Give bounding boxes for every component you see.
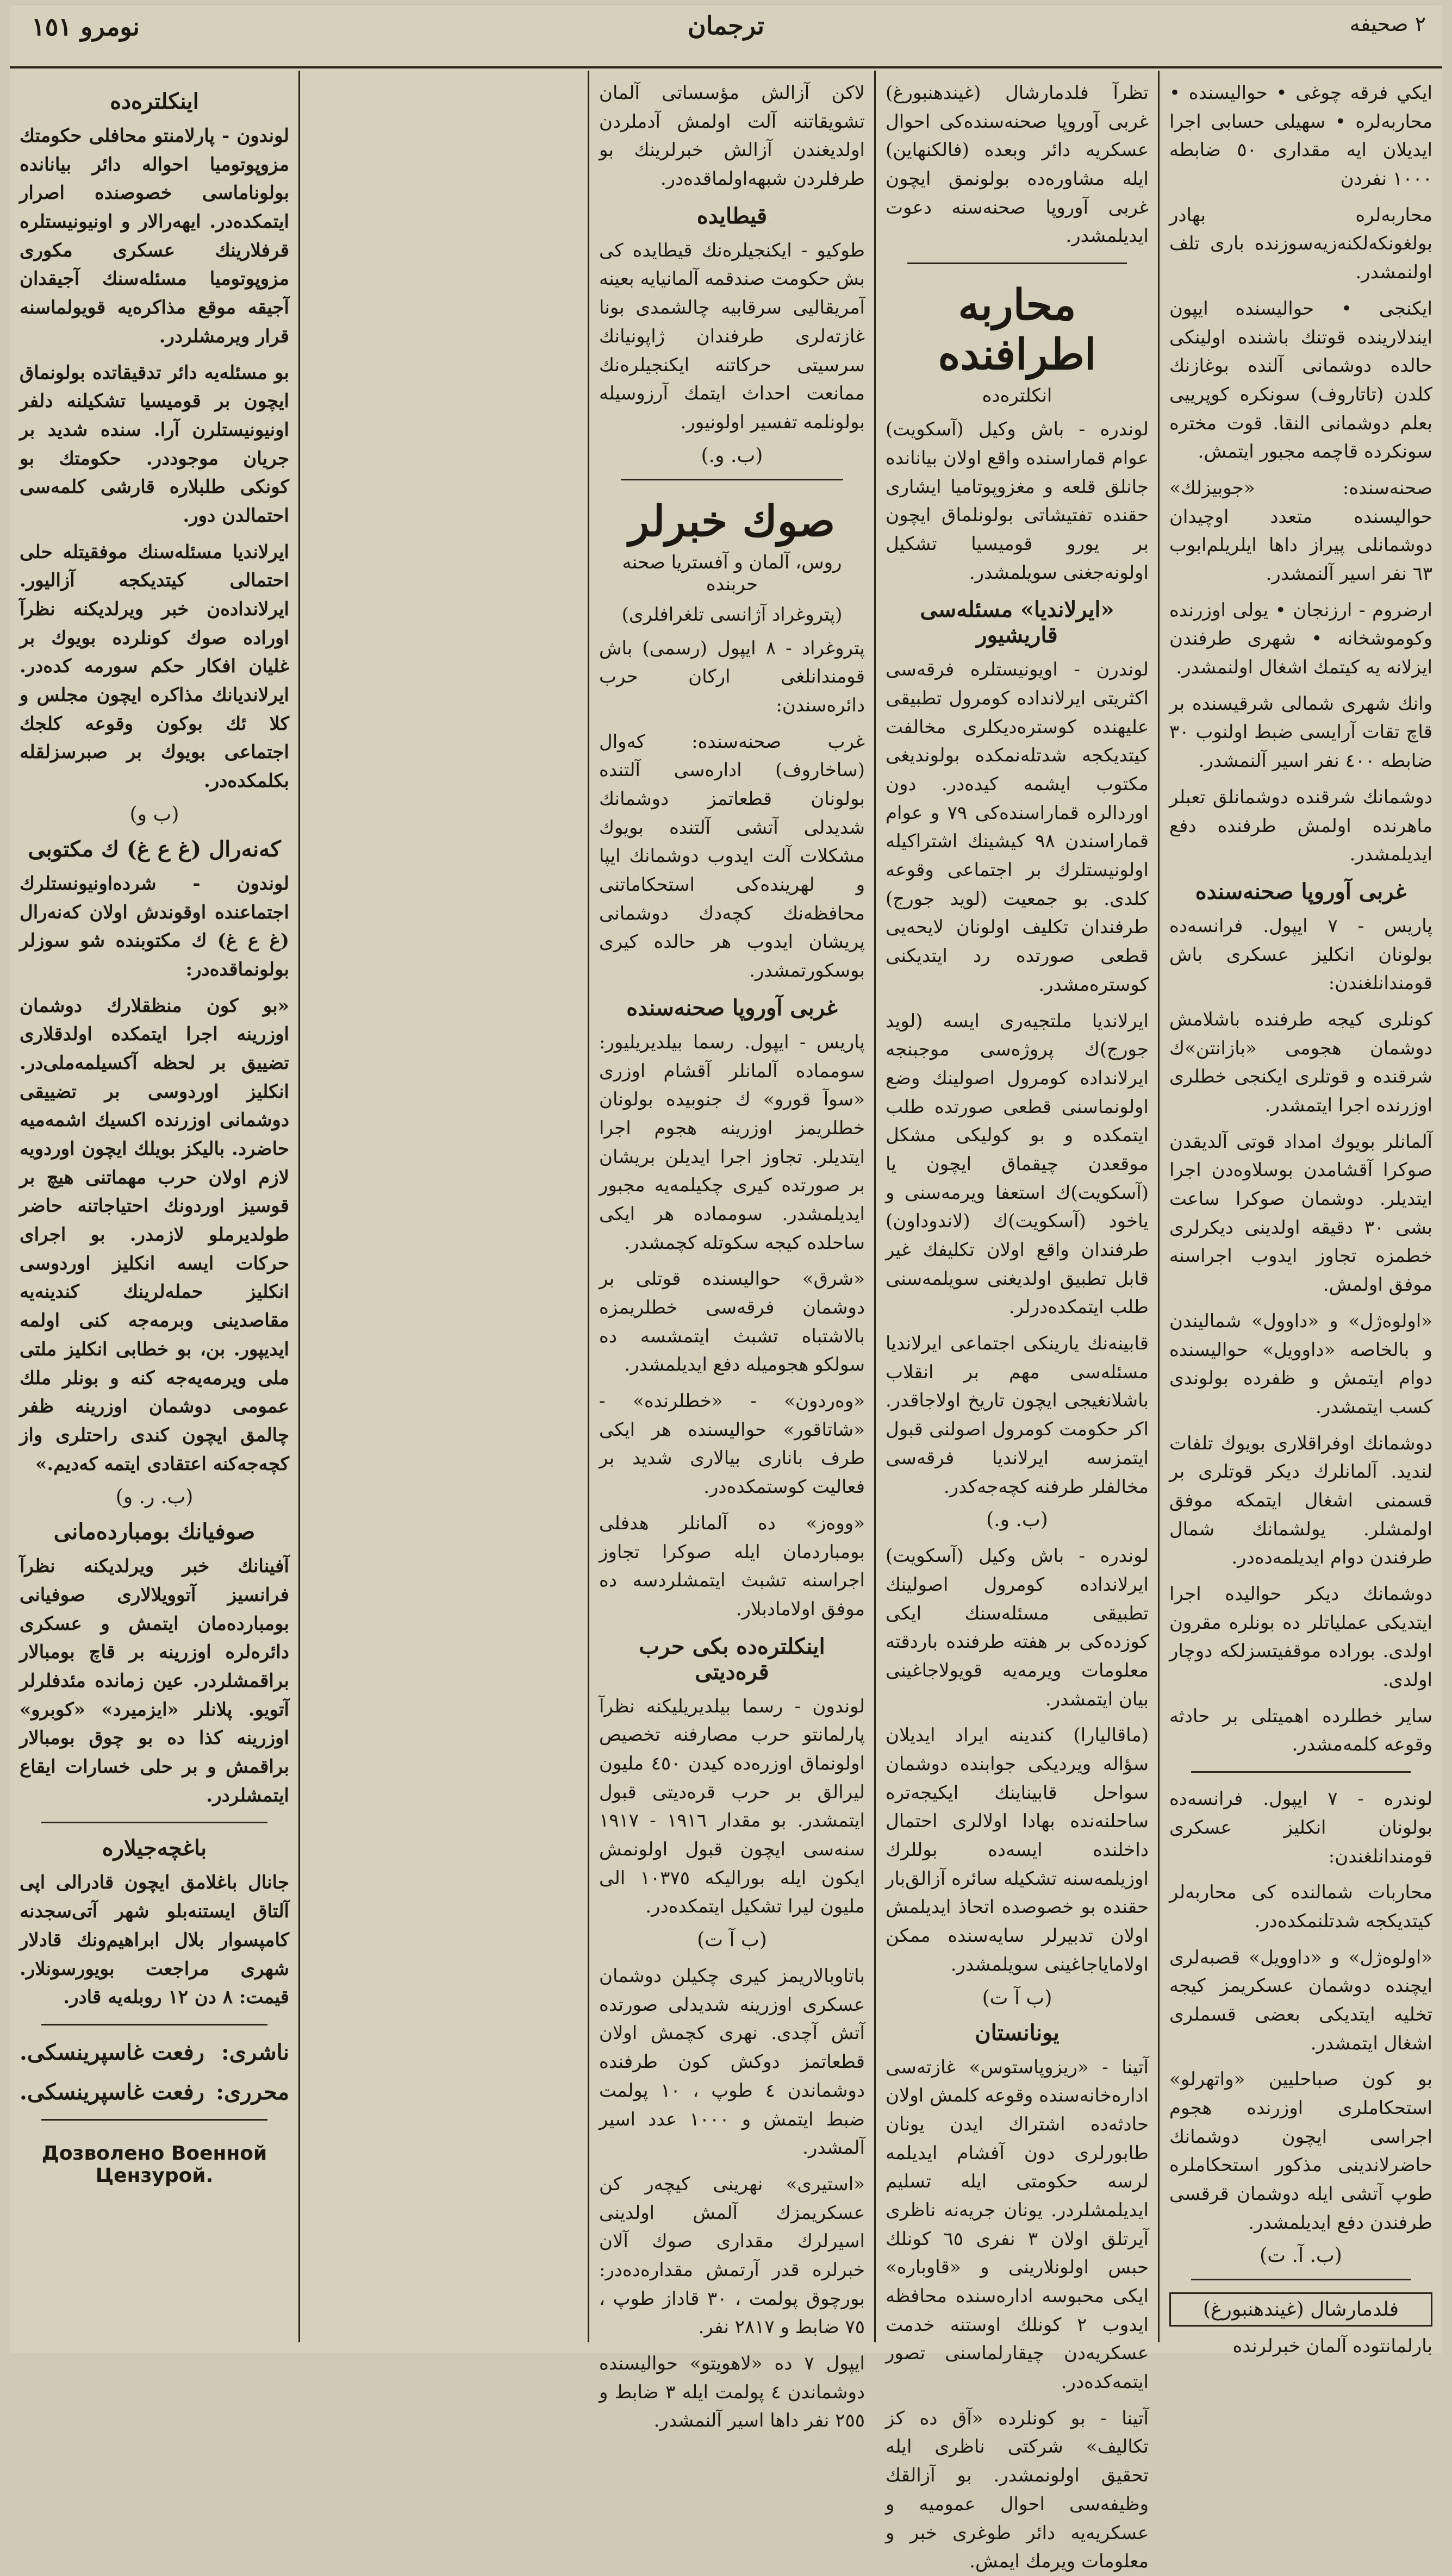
- article-paragraph: بو كون صباحليين «واتهرلو» استحكاملرى اوزرنده هجوم اجراسى ايچون دوشمانك حاضرلاندينى مذكور استحكاملره طوپ آتشى ايله دوشمان قرقسى طرفندن دفع ايديلمشدر.: [1169, 2068, 1432, 2234]
- article-paragraph: ايكي فرقه چوغى • حواليسنده • محاربه‌لره • سهيلى حسابى اجرا ايديلان ايه مقدارى ٥٠ ضابطه ١٠٠٠ نفردن: [1169, 82, 1432, 190]
- article-paragraph: «بو كون منظقلارك دوشمان اوزرينه اجرا ايتمكده اولدقلارى تضييق بر لحظه آكسيلمه‌ملى‌در. انكليز اوردوسى بر تضييقى دوشمانى اوزرنده اكسيك اشمه‌ميه حاضرد. باليكز بويلك ايچون اوردويه لازم اولان حرب مهماتنى هيچ بر قوسيز اوردونك احتياجاتنه حاضر طولديرملو لازمدر. بو اجراى حركات ايسه انكليز اوردوسى انكليز حمله‌لرينك كندينه‌يه مقاصدينى وبرمه‌جه كنى اولمه ايديپور. بن، بو خطابى انكليز ملتى ملى ويرمه‌يه‌جه كنه و بونلر ملك عمومى دوشمان اوزرينه ظفر چالمق ايچون كندى راحتلرى واز كچه‌جه‌كنه اعتقادى ايتمه كه‌ديم.»: [20, 995, 289, 1475]
- article-paragraph: آتينا - «ريزوپاستوس» غازته‌سى اداره‌خانه‌سنده وقوعه كلمش اولان حادثه‌ده اشتراك ايدن يونان طابورلرى دون آفشام ايديلمه لرسه حكومتى ايله تسليم ايديلمشلردر. يونان جريه‌نه ناظرى آيرتلق اولان ٣ نفرى ٦٥ كونلك حبس اولونلارينى و «قاوباره» ايكى محبوسه اداره‌سنده محافظه ايدوب ٢ كونلك اوستنه خدمت عسكريه‌دن چيقارلماسنى تصور ايتمه‌كده‌در.: [886, 2056, 1149, 2393]
- source-signature: (ب. و.): [986, 1509, 1048, 1531]
- article-paragraph: (ماقاليارا) كندينه ايراد ايديلان سؤاله ويرديكى جوابنده دوشمان سواحل قابيناينك ايكيجه‌تره ساحلنه‌نده بهادا اولالرى احتمال داخلنده ايسه‌ده بوللرك اوزيلمه‌سنه تشكيله سائره آزالق‌بار حقنده بو خصوصده اتحاذ ايديلمش اولان تدبيرلر سايه‌سنده ممكن اولاماياجاغينى سويلمشدر.: [886, 1724, 1149, 1975]
- article-paragraph: آفينانك خبر ويرلديكنه نظرآ فرانسيز آتوويلالارى صوفيانى بومبارده‌مان ايتمش و عسكرى دائره‌لره اوزرينه بر قاچ بومبالار براقمشلردر. عين زمانده مئدفلرلر آتويو. پلانلر «ايزميرد» «كوبرو» اوزرينه كذا ده بو چوق بومبالار براقمش و بر حلى خسارات ايقاع ايتمشلردر.: [20, 1555, 289, 1806]
- main-heading: صوك خبرلر: [628, 496, 836, 546]
- article-paragraph: لوندرن - اويونيستلره فرقه‌سى اكثريتى ايرلانداده كومرول تطبيقى عليهنده كوستره‌ديكلرى مخالفت كيتديكجه شدتله‌نمكده بولونديغى مكتوب ايشمه كيده‌در. دون اوردالره قماراسنده‌كى ٧٩ و عوام قماراسندن ٩٨ كيشينك اشتراكيله اولونيستلرك بر اجتماعى وقوعه كلدى. بو جمعيت (لويد جورج) طرفندان تكليف اولونان لايحه‌يى قطعى صورتده رد ايتديكنى كوستره‌مشدر.: [886, 659, 1149, 996]
- subheading: انكلتره‌ده: [982, 385, 1052, 407]
- article-paragraph: دوشمانك ديكر حواليده اجرا ايتديكى عملياتلر ده بونلره مقرون اولدى. بوراده موقفيتسزلكه دوچار اولدى.: [1169, 1583, 1432, 1691]
- section-heading: كه‌نه‌رال (غ ع غ) ك مكتوبى: [28, 836, 281, 862]
- article-paragraph: ارضروم - ارزنجان • يولى اوزرنده وكوموشخانه • شهرى طرفندن ايزلانه يه كيتمك اشغال اولنمشدر.: [1169, 599, 1432, 679]
- article-paragraph: طوكيو - ايكنجيلره‌نك قيطايده كى بش حكومت صندقمه آلمانيايه بعينه آمريقاليى سرقابيه چالشمدى بونا غازته‌لرى طرفندان ژاپونيانك سرسيتى حركاتنه ايكنجيلره‌نك ممانعت احداث ايتمك آرزوسيله بولونلمه تفسير اولونيور.: [599, 239, 865, 433]
- divider: [907, 262, 1127, 264]
- article-paragraph: كونلرى كيجه طرفنده باشلامش دوشمان هجومى «بازانتن»ك شرقنده و قوتلرى ايكنجى خطلرى اوزرنده اجرا ايتمشدر.: [1169, 1008, 1432, 1116]
- article-paragraph: غرب صحنه‌سنده: كه‌وال (ساخاروف) اداره‌سى آلتنده بولونان قطعاتمز دوشمانك شديدلى آتشى آلتنده بويوك مشكلات آلت ايدوب دوشمانك ايپا و لهرينده‌كى استحكاماتنى محافظه‌نك كچه‌دك دوشمانى پريشان ايدوب هر حالده كيرى بوسكورتمشدر.: [599, 730, 865, 982]
- issue-number: نومرو ١٥١: [32, 12, 140, 41]
- column-1: [1160, 73, 1442, 2358]
- article-paragraph: بو مسئله‌يه دائر تدقيقاتده بولونماق ايچون بر قوميسيا تشكيلنه دلفر اونيونيستلرن آرا. سنده شديد بر جريان موجوددر. حكومتك بو كونكى طلبلاره قارشى كلمه‌سى احتمالدن دور.: [20, 361, 289, 527]
- article-paragraph: «اولوه‌ژل» و «داوويل» قصبه‌لرى ايچنده دوشمان عسكريمز كيجه تخليه ايتديكى بعضى قسملرى اشغال ايتمشدر.: [1169, 1946, 1432, 2054]
- subheading: (پتروغراد آژانسى تلغرافلرى): [621, 603, 843, 626]
- article-paragraph: لوندره - باش وكيل (آسكويت) عوام قماراسنده واقع اولان بيانانده جانلق قلعه و مغزوپوتاميا ايشارى حقنده تفتيشاتى بولونلماق ايچون بر يورو قوميسيا تشكيل اولونه‌جغنى سويلمشدر.: [886, 418, 1149, 584]
- article-paragraph: دوشمانك اوفراقلارى بويوك تلفات لنديد. آلمانلرك ديكر قوتلرى بر قسمنى اشغال ايتمكه موفق اولمشلر. يولشمانك شمال طرفندن دوام ايديلمه‌ده‌در.: [1169, 1432, 1432, 1569]
- page-label: ٢ صحيفه: [1349, 12, 1426, 36]
- main-heading: محاربه اطرافنده: [938, 280, 1096, 380]
- article-paragraph: ايپول ٧ ده «لاهويتو» حواليسنده دوشماندن ٤ پولمت ايله ٣ ضابط و ٢٥٥ نفر داها اسير آلنمشدر.: [599, 2353, 865, 2432]
- column-2: [876, 73, 1158, 2573]
- article-paragraph: «وه‌ردون» - «خطلرنده» - «شاتاقور» حواليسنده هر ايكى طرف بانارى بيالارى شديد بر فعاليت كوستمكده‌در.: [599, 1390, 865, 1498]
- section-heading: باغچه‌جيلاره: [102, 1835, 207, 1861]
- article-paragraph: لوندون - شرده‌اونيونستلرك اجتماعنده اوقوندش اولان كه‌نه‌رال (غ ع غ) ك مكتوبنده شو سوزلر بولونماقده‌در:: [20, 872, 289, 980]
- source-signature: (ب. ر. و): [115, 1486, 194, 1509]
- source-signature: (ب آ ت): [982, 1986, 1052, 2009]
- article-paragraph: جانال باغلامق ايچون قادرالى اپى آلتاق ايستنه‌بلو شهر آتى‌سجدنه كامپسوار بلال ابراهيم‌ونك قادلار شهرى مراجعت بويورسونلار. قيمت: ٨ دن ١٢ روبله‌يه قادر.: [20, 1872, 289, 2009]
- article-paragraph: پاريس - ٧ ايپول. فرانسه‌ده بولونان انكليز عسكرى باش قومندانلغندن:: [1169, 915, 1432, 995]
- article-paragraph: «شرق» حواليسنده قوتلى بر دوشمان فرقه‌سى خطلريمزه بالاشتباه تشبث ايتمشسه ده سولكو هجوميله دفع ايديلمشدر.: [599, 1268, 865, 1376]
- article-paragraph: تظرآ فلدمارشال (غيندهنبورغ) غربى آوروپا صحنه‌سنده‌كى احوال عسكريه دائر وبعده (فالكنهاين) ايله مشاوره‌ده بولونمق ايچون غربى آوروپا صحنه‌سنه دعوت ايديلمشدر.: [886, 82, 1149, 247]
- article-paragraph: ايرلانديا ملتجيه‌رى ايسه (لويد جورج)ك پروژه‌سى موجبنجه ايرلانداده كومرول اصولينك وضع اولونماسنى قطعى صورتده طلب ايتمكده و بو كوليكى مشكل موقعدن چيقماق ايچون يا (آسكويت)ك استعفا ويرمه‌سنى و ياخود (آسكويت)ك (لاندوداون) طرفندان واقع اولان تكليفك غير قابل تطبيق اولديغنى سويلمه‌سنى طلب ايتمكده‌درلر.: [886, 1010, 1149, 1318]
- article-paragraph: لوندون - پارلامنتو محافلى حكومتك مزوپوتوميا احواله دائر بيانانده بولوناماسى خصوصنده اصرار ايتمكده‌در. ايهه‌رالار و اونيونيستلره قرفلارينك عسكرى مكورى مزوپوتوميا مسئله‌سنك آجيقدان آجيقه موقع مذاكره‌يه قويولماسنه قرار ويرمشلردر.: [20, 125, 289, 347]
- editor-line: [20, 2079, 289, 2105]
- source-signature: (ب. آ. ت): [1260, 2244, 1342, 2267]
- censor-note: Дозволено Военной Цензурой.: [41, 2142, 267, 2187]
- article-paragraph: قابينه‌نك يارينكى اجتماعى ايرلانديا مسئله‌سى مهم بر انقلاب باشلانغيجى ايچون تاريخ اولاجاقدر. اكر حكومت كومرول اصولنى قبول ايتمزسه ايرلانديا فرقه‌سى مخالفلر طرفنه كچه‌جه‌كدر.: [886, 1333, 1149, 1498]
- article-paragraph: بارلمانتوده آلمان خبرلرنده: [1232, 2335, 1432, 2358]
- section-heading: اينكلتره‌ده: [110, 89, 199, 114]
- column-4: [10, 73, 299, 2342]
- article-paragraph: «اولوه‌ژل» و «داوول» شماليندن و بالخاصه «داوويل» حواليسنده دوام ايتمش و ظفرده بولوندى كسب ايتمشدر.: [1169, 1310, 1432, 1418]
- source-signature: (ب. و.): [701, 444, 763, 467]
- subheading: روس، آلمان و آفستريا صحنه حربنده: [622, 551, 842, 595]
- article-paragraph: ايكنجى • حواليسنده ايپون ايندلارينده قوتنك باشنده اولينكى حالده دوشمانى آلنده بوغازنك كلدن (تاتاروف) سونكره كوپرييى بعلم دوشمانى النقا. قوت مختره سونكرده قاچمه مجبور ايتمش.: [1169, 297, 1432, 463]
- masthead-rule: [10, 66, 1442, 68]
- newspaper-title: ترجمان: [687, 11, 765, 40]
- article-paragraph: «استيرى» نهرينى كيچه‌ر كن عسكريمزك آلمش اولدينى اسيرلرك مقدارى صوك آلان خبرلره قدر آرتمش مقداره‌ده‌در: بورچوق پولمت ، ٣٠ قاداز طوپ ، ٧٥ ضابط و ٢٨١٧ نفر.: [599, 2173, 865, 2339]
- publisher-line: [20, 2040, 289, 2065]
- article-paragraph: آتينا - بو كونلرده «آق ده كز تكاليف» شركتى ناظرى ايله تحقيق اولونمشدر. بو آزالقك وظيفه‌سى احوال عمومیه و عسكريه‌يه دائر طوغرى خبر و معلومات ويرمك ايمش.: [886, 2407, 1149, 2573]
- source-signature: (ب آ ت): [697, 1929, 767, 1952]
- article-paragraph: ايرلانديا مسئله‌سنك موفقيتله حلى احتمالى كيتديكجه آزاليور. ايرلانداده‌ن خبر ويرلديكنه نظرآ اوراده صوك كونلرده بويوك بر غليان افكار حكم سورمه كده‌در. ايرلانديانك مذاكره ايچون مجلس و كلا ئك بوكون وقوعه كلجك اجتماعى بويوك بر صبرسزلقله بكلمكده‌در.: [20, 541, 289, 792]
- boxed-heading: فلدمارشال (غيندهنبورغ): [1169, 2292, 1432, 2327]
- divider: [41, 1822, 267, 1823]
- article-paragraph: لوندره - ٧ ايپول. فرانسه‌ده بولونان انكليز عسكرى قومندانلغندن:: [1169, 1788, 1432, 1867]
- section-heading: صوفيانك بومبارده‌مانى: [53, 1519, 255, 1545]
- editor-name: رفعت غاسپرينسكى.: [20, 2079, 204, 2105]
- article-paragraph: لوندون - رسما بيلديريليكنه نظرآ پارلمانتو حرب مصارفنه تخصيص اولونماق اوزره‌ده كيدن ٤٥٠ مليون ليرالق بر حرب قره‌ديتى قبول ايتمشدر. بو مقدار ١٩١٦ - ١٩١٧ سنه‌سى ايچون قبول اولونمش ايكون ايله بوراليكه ١٠٣٧٥ الى مليون ليرا تشكيل ايتمكده‌در.: [599, 1695, 865, 1918]
- article-paragraph: محاربه‌لره بهادر بولغونكه‌لكنه‌زيه‌سوزنده بارى تلف اولنمشدر.: [1169, 204, 1432, 284]
- article-paragraph: باتاوبالاريمز كيرى چكيلن دوشمان عسكرى اوزرينه شديدلى صورتده آتش آچدى. نهرى كچمش اولان قطعاتمز دوكش كون طرفنده دوشماندن ٤ طوپ ، ١٠ پولمت ضبط ايتمش و ١٠٠٠ عدد اسير آلمشدر.: [599, 1965, 865, 2159]
- article-paragraph: «ووه‌ز» ده آلمانلر هدفلى بومباردمان ايله صوكرا تجاوز اجراسنه تشبث ايتمشلردسه ده موفق اولامادبلار.: [599, 1512, 865, 1620]
- article-paragraph: محاربات شمالنده كى محاربه‌لر كيتديكجه شدتلنمكده‌در.: [1169, 1881, 1432, 1932]
- article-paragraph: پاريس - ايپول. رسما بيلديريليور: سومماده آلمانلر آقشام اوزرى «سوآ قورو» ك جنوبيده بولونان خطلريمز اوزرينه هجوم اجرا ايتديلر. تجاوز اجرا ايديلن بريشان بر صورتده كيرى چكيلمه‌يه مجبور ايديلمشدر. سومماده هر ايكى ساحلده كيجه سكوتله كچمشدر.: [599, 1031, 865, 1254]
- masthead: [10, 5, 1442, 68]
- divider: [1191, 1771, 1411, 1773]
- publisher-name: رفعت غاسپرينسكى.: [20, 2039, 204, 2065]
- publisher-label: ناشرى:: [221, 2039, 289, 2065]
- column-3: [589, 73, 875, 2432]
- section-heading: غربى آوروپا صحنه‌سنده: [626, 995, 838, 1021]
- newspaper-page: [10, 5, 1442, 2573]
- article-paragraph: دوشمانك شرقنده دوشمانلق تعبلر ماهرنده اولمش طرفنده دفع ايديلمشدر.: [1169, 786, 1432, 866]
- editor-label: محررى:: [216, 2079, 289, 2105]
- section-heading: يونانستان: [975, 2019, 1060, 2046]
- section-heading: غربى آوروپا صحنه‌سنده: [1195, 878, 1407, 904]
- divider: [41, 2119, 267, 2121]
- article-paragraph: وانك شهرى شمالى شرقيسنده بر قاچ تقات آرايسى ضبط اولنوب ٣٠ ضابطه ٤٠٠ نفر اسير آلنمشدر.: [1169, 692, 1432, 772]
- source-signature: (ب و): [129, 803, 179, 826]
- article-paragraph: صحنه‌سنده: «جوبيزلك» حواليسنده متعدد اوچيدان دوشمانلى پيراز داها ايلريلم‌ابوب ٦٣ نفر اسير آلنمشدر.: [1169, 477, 1432, 585]
- article-paragraph: لاكن آزالش مؤسساتى آلمان تشويقاتنه آلت اولمش آدملردن اولديغندن آزالش خبرلرينك بو طرفلردن شبهه‌اولماقده‌در.: [599, 82, 865, 190]
- section-heading: اينكلتره‌ده بكى حرب قره‌ديتى: [639, 1633, 825, 1685]
- article-paragraph: پتروغراد - ٨ ايپول (رسمى) باش قومندانلغى اركان حرب دائره‌سندن:: [599, 637, 865, 716]
- article-paragraph: لوندره - باش وكيل (آسكويت) ايرلانداده كومرول اصولينك تطبيقى مسئله‌سنك ايكى كوزده‌كى بر هفته طرفنده باردقته معلومات ويرمه‌يه قويولاجاغينى بيان ايتمشدر.: [886, 1545, 1149, 1710]
- article-paragraph: ساير خطلرده اهميتلى بر حادثه وقوعه كلمه‌مشدر.: [1169, 1705, 1432, 1756]
- article-paragraph: آلمانلر بويوك امداد قوتى آلديقدن صوكرا آقشامدن بوسلاوه‌دن اجرا ايتديلر. دوشمان صوكرا ساعت بشى ٣٠ دقيقه اولدينى ديكرلرى خطمزه تجاوز ايدوب اجراسنه موفق اولمش.: [1169, 1130, 1432, 1296]
- divider: [1191, 2279, 1411, 2280]
- divider: [621, 479, 843, 480]
- section-heading: قيطايده: [696, 203, 768, 229]
- divider: [41, 2024, 267, 2025]
- section-heading: «ايرلانديا» مسئله‌سى قاريشيور: [920, 597, 1114, 648]
